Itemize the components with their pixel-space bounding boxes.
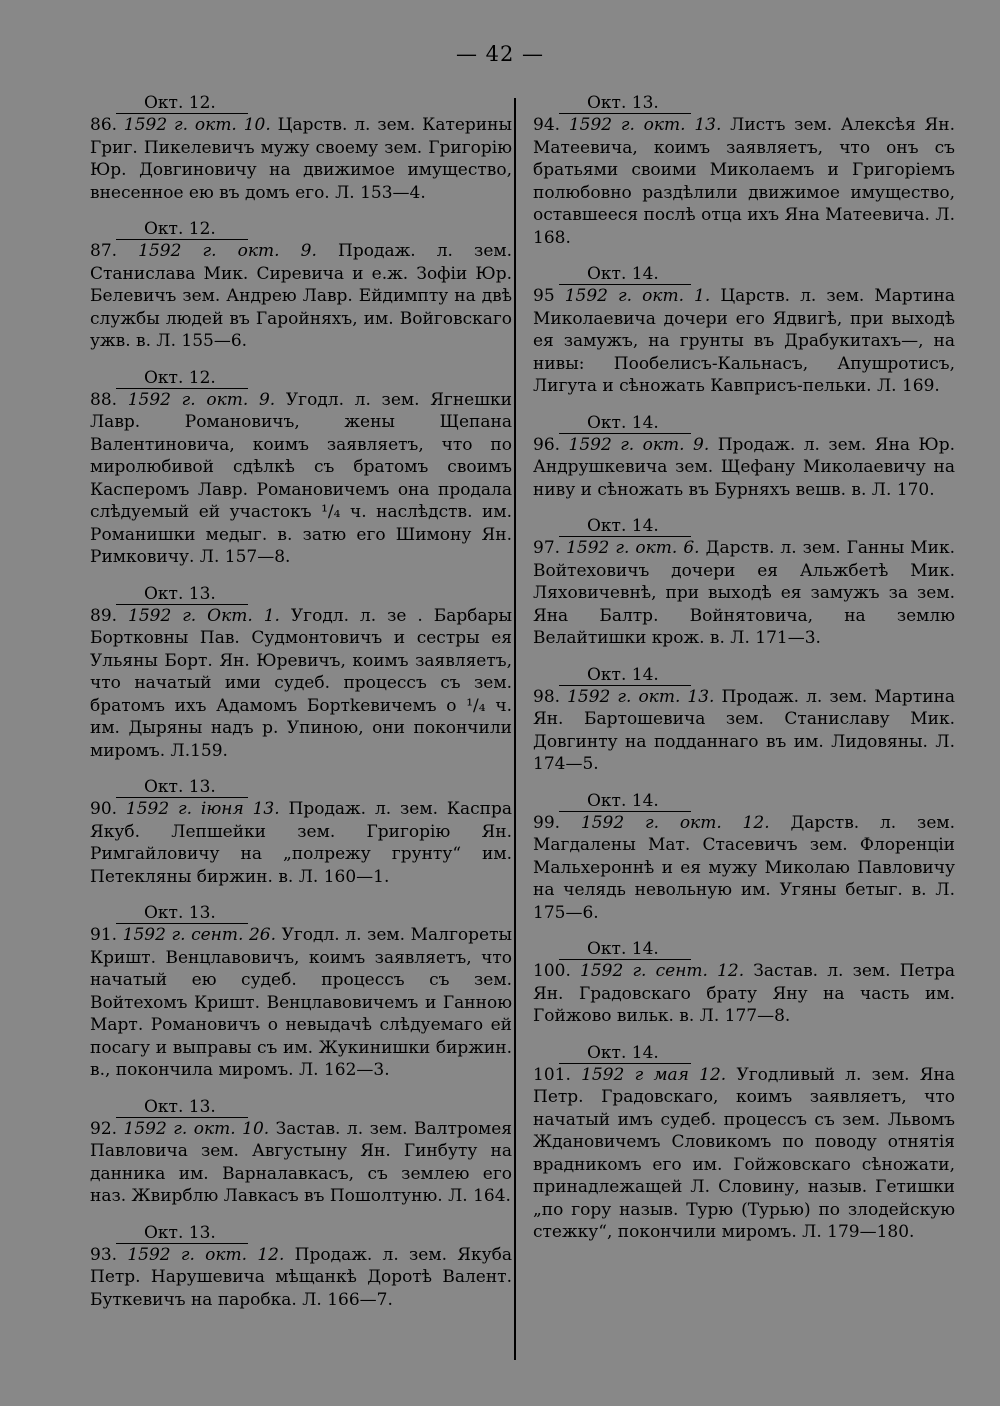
entry-date: Окт. 14. xyxy=(587,264,659,284)
entry-number: 94. xyxy=(533,115,561,135)
entry-date: Окт. 14. xyxy=(587,939,659,959)
entry-number: 99. xyxy=(533,812,561,833)
entry-body xyxy=(90,114,512,204)
entry xyxy=(90,367,512,569)
entry-number: 88. xyxy=(90,389,118,410)
entry-year: 1592 г. окт. 13. xyxy=(567,686,715,707)
entry xyxy=(533,790,955,925)
entry-body xyxy=(533,1064,955,1244)
entry-number: 100. xyxy=(533,961,571,981)
entry-year: 1592 г. сент. 26. xyxy=(122,925,277,945)
entry-date: Окт. 14. xyxy=(587,790,659,811)
entry xyxy=(90,1096,512,1208)
entry xyxy=(533,263,955,398)
entry-number: 95 xyxy=(533,286,555,306)
entry-date: Окт. 14. xyxy=(587,664,659,685)
page-number: — 42 — xyxy=(455,42,545,66)
entry xyxy=(90,92,512,204)
entry-text: Застав. л. зем. Валтромея Павловича зем. Августыну Ян. Гинбуту на данника им. Варналавкасъ, съ землею его наз. Жвирблю Лавкасъ въ Пошолтуню. Л. 164. xyxy=(90,1118,512,1206)
entry-date: Окт. 13. xyxy=(144,583,216,604)
entry-body xyxy=(533,434,955,502)
entry-year: 1592 г. окт. 9. xyxy=(138,241,317,261)
entry xyxy=(533,938,955,1028)
entry-year: 1592 г. окт. 1. xyxy=(564,286,711,306)
entry-text: Листъ зем. Алексѣя Ян. Матеевича, коимъ заявляетъ, что онъ съ братьями своими Миколаемъ и Григоріемъ полюбовно раздѣлили движимое имущество, оставшееся послѣ отца ихъ Яна Матеевича. Л. 168. xyxy=(533,115,956,248)
right-column xyxy=(533,92,955,1258)
entry-body xyxy=(90,389,512,569)
entry xyxy=(533,412,955,502)
entry xyxy=(533,92,955,249)
entry-year: 1592 г. Окт. 1. xyxy=(128,605,280,626)
entry-body xyxy=(533,537,955,650)
entry-year: 1592 г. окт. 6. xyxy=(566,538,700,558)
entry-year: 1592 г. окт. 10. xyxy=(123,115,271,135)
entry-number: 96. xyxy=(533,434,561,455)
entry-number: 89. xyxy=(90,605,118,626)
entry-year: 1592 г мая 12. xyxy=(581,1064,727,1085)
entry-text: Продаж. л. зем. Якуба Петр. Нарушевича мѣщанкѣ Доротѣ Валент. Буткевичъ на паробка. Л. 166—7. xyxy=(90,1244,512,1310)
entry-body xyxy=(533,114,955,249)
entry-date: Окт. 12. xyxy=(144,367,216,388)
entry xyxy=(533,664,955,776)
entry xyxy=(90,1222,512,1312)
entry-body xyxy=(90,798,512,888)
entry-number: 98. xyxy=(533,686,561,707)
entry-date: Окт. 13. xyxy=(587,93,659,113)
entry-text: Продаж. л. зем. Яна Юр. Андрушкевича зем. Щефану Миколаевичу на ниву и сѣножать въ Бурняхъ вешв. в. Л. 170. xyxy=(533,434,955,500)
entry-body xyxy=(90,924,512,1082)
entry-text: Застав. л. зем. Петра Ян. Градовскаго брату Яну на часть им. Гойжово вильк. в. Л. 177—8. xyxy=(533,961,956,1026)
entry-body xyxy=(533,812,955,925)
entry-year: 1592 г. сент. 12. xyxy=(580,961,745,981)
entry xyxy=(90,583,512,763)
entry-date: Окт. 13. xyxy=(144,777,216,797)
entry-text: Продаж. л. зем. Мартина Ян. Бартошевича зем. Станиславу Мик. Довгинту на подданнаго въ им. Лидовяны. Л. 174—5. xyxy=(533,686,955,774)
column-divider xyxy=(514,98,516,1360)
entry-text: Угодл. л. зем. Ягнешки Лавр. Романовичъ, жены Щепана Валентиновича, коимъ заявляетъ, что по миролюбивой сдѣлкѣ съ братомъ своимъ Касперомъ Лавр. Романовичемъ она продала слѣдуемый ей участокъ ¹/₄ ч. наслѣдств. им. Романишки медыг. в. затю его Шимону Ян. Римковичу. Л. 157—8. xyxy=(90,389,512,567)
entry-year: 1592 г. окт. 10. xyxy=(123,1118,270,1139)
entry-text: Царств. л. зем. Катерины Григ. Пикелевичъ мужу своему зем. Григорію Юр. Довгиновичу на движимое имущество, внесенное ею въ домъ его. Л. 153—4. xyxy=(90,115,513,203)
entry-date: Окт. 14. xyxy=(587,412,659,433)
entry-text: Дарств. л. зем. Ганны Мик. Войтеховичъ дочери ея Альжбетѣ Мик. Ляховичевнѣ, при выходѣ ея замужъ за зем. Яна Балтр. Войнятовича, на землю Велайтишки крож. в. Л. 171—3. xyxy=(533,538,956,648)
entry xyxy=(90,902,512,1082)
entry xyxy=(90,218,512,353)
entry-body xyxy=(533,285,955,398)
entry-date: Окт. 13. xyxy=(144,1096,216,1117)
entry-year: 1592 г. окт. 12. xyxy=(127,1244,285,1265)
entry-year: 1592 г. іюня 13. xyxy=(125,799,280,819)
entry-date: Окт. 12. xyxy=(144,93,216,113)
entry-year: 1592 г. окт. 12. xyxy=(580,812,770,833)
entry-number: 93. xyxy=(90,1244,118,1265)
entry-text: Продаж. л. зем. Станислава Мик. Сиревича и е.ж. Зофіи Юр. Белевичъ зем. Андрею Лавр. Ейдимпту на двѣ службы людей въ Гаройняхъ, им. Войговскаго ужв. в. Л. 155—6. xyxy=(90,241,513,351)
entry-body xyxy=(90,1244,512,1312)
entry-date: Окт. 12. xyxy=(144,219,216,239)
entry-number: 101. xyxy=(533,1064,571,1085)
entry-number: 87. xyxy=(90,241,118,261)
entry-date: Окт. 14. xyxy=(587,516,659,536)
entry-number: 90. xyxy=(90,799,118,819)
entry-number: 92. xyxy=(90,1118,118,1139)
entry-year: 1592 г. окт. 9. xyxy=(568,434,710,455)
entry-number: 97. xyxy=(533,538,561,558)
entry-text: Угодливый л. зем. Яна Петр. Градовскаго, коимъ заявляетъ, что начатый имъ судеб. процессъ съ зем. Львомъ Ждановичемъ Словикомъ по поводу отнятія врадникомъ его им. Гойжовскаго сѣножати, принадлежащей Л. Словину, назыв. Гетишки „по гору назыв. Турю (Турью) по злодейскую стежку“, покончили миромъ. Л. 179—180. xyxy=(533,1064,956,1242)
entry xyxy=(533,1042,955,1244)
left-column xyxy=(90,92,512,1325)
entry-year: 1592 г. окт. 13. xyxy=(568,115,722,135)
entry-body xyxy=(90,605,512,763)
entry-number: 91. xyxy=(90,925,118,945)
entry-text: Царств. л. зем. Мартина Миколаевича дочери его Ядвигѣ, при выходѣ ея замужъ, на грунты въ Драбукитахъ—, на нивы: Пообелисъ-Кальнасъ, Апушротисъ, Лигута и сѣножать Кавприсъ-пельки. Л. 169. xyxy=(533,286,956,396)
entry-text: Дарств. л. зем. Магдалены Мат. Стасевичъ зем. Флоренціи Мальхероннѣ и ея мужу Миколаю Павловичу на челядь невольную им. Угяны бетыг. в. Л. 175—6. xyxy=(533,812,956,923)
entry-body xyxy=(533,960,955,1028)
entry xyxy=(90,776,512,888)
entry-date: Окт. 13. xyxy=(144,1222,216,1243)
entry-date: Окт. 13. xyxy=(144,903,216,923)
entry-text: Продаж. л. зем. Каспра Якуб. Лепшейки зем. Григорію Ян. Римгайловичу на „полрежу грунту“ им. Петекляны биржин. в. Л. 160—1. xyxy=(90,799,512,887)
entry-body xyxy=(533,686,955,776)
entry-text: Угодл. л. зем. Малгореты Кришт. Венцлавовичъ, коимъ заявляетъ, что начатый ею судеб. процессъ съ зем. Войтехомъ Кришт. Венцлавовичемъ и Ганною Март. Романовичъ о невыдачѣ слѣдуемаго ей посагу и выправы съ им. Жукинишки биржин. в., покончила миромъ. Л. 162—3. xyxy=(90,925,512,1080)
entry-number: 86. xyxy=(90,115,118,135)
entry-date: Окт. 14. xyxy=(587,1042,659,1063)
entry-text: Угодл. л. зе . Барбары Бортковны Пав. Судмонтовичъ и сестры ея Ульяны Борт. Ян. Юревичъ, коимъ заявляетъ, что начатый ими судеб. процессъ съ зем. братомъ ихъ Адамомъ Бортkевичемъ о ¹/₄ ч. им. Дыряны надъ р. Упиною, они покончили миромъ. Л.159. xyxy=(90,605,513,761)
entry-body xyxy=(90,240,512,353)
entry-year: 1592 г. окт. 9. xyxy=(127,389,276,410)
entry xyxy=(533,515,955,650)
entry-body xyxy=(90,1118,512,1208)
